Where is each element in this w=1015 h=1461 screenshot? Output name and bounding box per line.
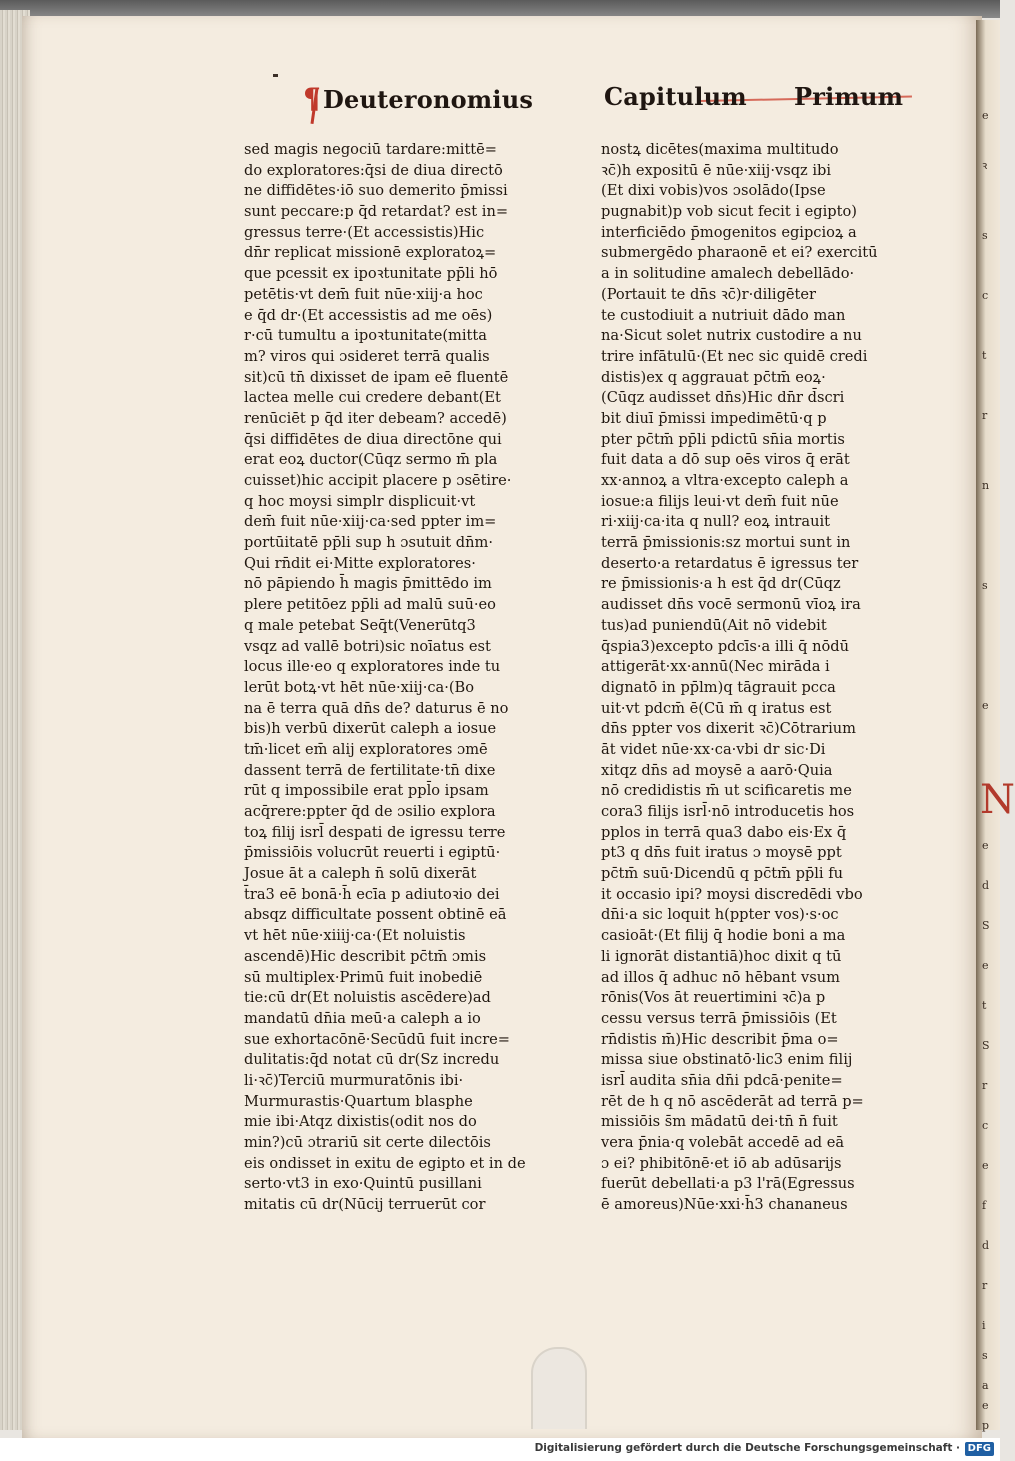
adjacent-page-glyph: n <box>982 479 990 492</box>
right-column-line: ɔ ei? phibitōnē·et iō ab adūsarijs <box>601 1154 842 1172</box>
left-column-line: vt hēt nūe·xiiij·ca·(Et noluistis <box>244 927 466 945</box>
left-column-line: p̄missiōis volucrūt reuerti i egiptū· <box>244 844 501 862</box>
right-column-line: interficiēdo p̄mogenitos egipcioꝝ a <box>601 223 857 241</box>
left-column-line: e q̄d dr·(Et accessistis ad me oēs) <box>244 306 493 324</box>
left-column-line: do exploratores:q̄si de diua directō <box>244 161 503 179</box>
left-column-line: plere petitōez pp̄li ad malū suū·eo <box>244 596 496 614</box>
right-column-line: ad illos q̄ adhuc nō hēbant vsum <box>601 968 841 986</box>
adjacent-page-glyph: c <box>982 1119 989 1132</box>
left-column-line: petētis·vt dem̄ fuit nūe·xiij·a hoc <box>244 285 483 303</box>
adjacent-page-glyph: S <box>982 1039 990 1052</box>
right-column-line: distis)ex q aggrauat pc̄tm̄ eoꝝ· <box>601 368 826 386</box>
adjacent-page-glyph: e <box>982 1399 989 1412</box>
adjacent-page-glyph: f <box>982 1199 987 1212</box>
adjacent-page-glyph: a <box>982 1379 989 1392</box>
right-column-line: submergēdo pharaonē et ei? exercitū <box>601 244 878 262</box>
right-column-line: te custodiuit a nutriuit dādo man <box>601 306 846 324</box>
left-column-line: ascendē)Hic describit pc̄tm̄ ɔmis <box>244 947 487 965</box>
left-column-line: serto·vt3 in exo·Quintū pusillani <box>244 1175 482 1193</box>
right-column-line: pter pc̄tm̄ pp̄li pdictū sn̄ia mortis <box>601 430 845 448</box>
left-column-line: Josue āt a caleph n̄ solū dixerāt <box>244 865 477 883</box>
right-column-line: iosue:a filijs leui·vt dem̄ fuit nūe <box>601 492 839 510</box>
left-column-line: vsqz ad vallē botri)sic noīatus est <box>244 637 491 655</box>
left-column-line: bis)h verbū dixerūt caleph a iosue <box>244 720 497 738</box>
text-column-right <box>601 140 887 1216</box>
right-column-line: missiōis s̄m mādatū dei·tn̄ n̄ fuit <box>601 1113 838 1131</box>
left-column-line: dassent terrā de fertilitate·tn̄ dixe <box>244 761 496 779</box>
left-column-line: m? viros qui ɔsideret terrā qualis <box>244 347 490 365</box>
left-column-line: portūitatē pp̄li sup h ɔsutuit dn̄m· <box>244 534 494 552</box>
left-column-line: mandatū dn̄ia meū·a caleph a io <box>244 1009 481 1027</box>
adjacent-page-glyph: r <box>982 1279 988 1292</box>
left-column-line: rūt q impossibile erat ppl̄o ipsam <box>244 782 489 800</box>
funding-note: Digitalisierung gefördert durch die Deutsche Forschungsgemeinschaft · <box>534 1442 960 1454</box>
left-column-line: toꝝ filij isrl̄ despati de igressu terre <box>244 823 506 841</box>
left-column-line: nō pāpiendo h̄ magis p̄mittēdo im <box>244 575 492 593</box>
adjacent-page-glyph: N <box>980 777 1015 823</box>
adjacent-page-glyph: c <box>982 289 989 302</box>
adjacent-page-fragments <box>978 20 1015 1432</box>
adjacent-page-glyph: d <box>982 1239 990 1252</box>
right-column-line: dn̄i·a sic loquit h(ppter vos)·s·oc <box>601 906 839 924</box>
page-clip-tab <box>531 1347 587 1429</box>
right-column-line: tus)ad puniendū(Ait nō videbit <box>601 616 827 634</box>
right-column-line: q̄spia3)excepto pdcīs·a illi q̄ nōdū <box>601 637 850 655</box>
left-column-line: na ē terra quā dn̄s de? daturus ē no <box>244 699 509 717</box>
right-column-line: casioāt·(Et filij q̄ hodie boni a ma <box>601 927 846 945</box>
left-column-line: q̄si diffidētes de diua directōne qui <box>244 430 502 448</box>
adjacent-page-glyph: t <box>982 349 987 362</box>
right-column-line: pt3 q dn̄s fuit iratus ɔ moysē ppt <box>601 844 842 862</box>
left-column-line: erat eoꝝ ductor(Cūqz sermo m̄ pla <box>244 451 498 469</box>
left-column-line: sit)cū tn̄ dixisset de ipam eē fluentē <box>244 368 509 386</box>
adjacent-page-glyph: e <box>982 699 989 712</box>
left-column-line: dulitatis:q̄d notat cū dr(Sz incredu <box>244 1051 500 1069</box>
right-column-line: audisset dn̄s vocē sermonū vīoꝝ ira <box>601 596 861 614</box>
right-column-line: rōnis(Vos āt reuertimini ꝛc̄)a p <box>601 989 826 1007</box>
running-head-book: Deuteronomius <box>323 85 534 114</box>
left-column-line: t̄ra3 eē bonā·h̄ ecīa p adiutoꝛio dei <box>244 885 500 903</box>
right-column-line: rn̄distis m̄)Hic describit p̄ma o= <box>601 1030 839 1048</box>
left-column-line: q male petebat Seq̄t(Venerūtq3 <box>244 616 476 634</box>
left-column-line: cuisset)hic accipit placere p ɔsētire· <box>244 472 512 489</box>
right-column-line: pplos in terrā qua3 dabo eis·Ex q̄ <box>601 823 847 841</box>
left-column-line: absqz difficultate possent obtinē eā <box>244 906 507 924</box>
left-column-line: dn̄r replicat missionē exploratoꝝ= <box>244 244 497 262</box>
right-column-line: it occasio ipi? moysi discredēdi vbo <box>601 885 863 903</box>
right-column-line: attigerāt·xx·annū(Nec mirāda i <box>601 658 830 676</box>
right-column-line: a in solitudine amalech debellādo· <box>601 265 855 283</box>
right-column-line: (Portauit te dn̄s ꝛc̄)r·diligēter <box>601 285 817 303</box>
right-column-line: nostꝝ dicētes(maxima multitudo <box>601 141 839 158</box>
right-column-line: ē amoreus)Nūe·xxi·h̄3 chananeus <box>601 1196 848 1214</box>
right-column-line: xitqz dn̄s ad moysē a aarō·Quia <box>601 761 833 779</box>
adjacent-page-glyph: s <box>982 229 988 242</box>
right-column-line: nō credidistis m̄ ut scificaretis me <box>601 782 852 800</box>
adjacent-page-glyph: r <box>982 1079 988 1092</box>
left-column-line: acq̄rere:ppter q̄d de ɔsilio explora <box>244 803 496 820</box>
running-head-center: Capitulum <box>604 82 747 111</box>
text-column-left <box>244 140 530 1216</box>
left-column-line: mie ibi·Atqz dixistis(odit nos do <box>244 1113 477 1131</box>
left-column-line: tie:cū dr(Et noluistis ascēdere)ad <box>244 989 491 1007</box>
right-column-line: na·Sicut solet nutrix custodire a nu <box>601 327 862 345</box>
left-column-line: lerūt botꝝ·vt hēt nūe·xiij·ca·(Bo <box>244 678 475 696</box>
adjacent-page-glyph: e <box>982 959 989 972</box>
adjacent-page-glyph: e <box>982 109 989 122</box>
left-column-line: sū multiplex·Primū fuit inobediē <box>244 968 483 986</box>
left-column-line: Qui rn̄dit ei·Mitte exploratores· <box>244 554 476 572</box>
left-column-line: locus ille·eo q exploratores inde tu <box>244 658 501 676</box>
adjacent-page-glyph: e <box>982 1159 989 1172</box>
adjacent-page-edge <box>976 20 1015 1432</box>
dfg-logo: DFG <box>965 1442 994 1456</box>
right-column-line: dignatō in pp̄lm)q tāgrauit pcca <box>601 678 836 696</box>
right-column-line: li ignorāt distantiā)hoc dixit q tū <box>601 947 842 965</box>
right-column-line: dn̄s ppter vos dixerit ꝛc̄)Cōtrarium <box>601 720 857 738</box>
right-column-line: fuit data a dō sup oēs viros q̄ erāt <box>601 451 850 469</box>
left-column-line: sunt peccare:p q̄d retardat? est in= <box>244 203 509 221</box>
adjacent-page-glyph: S <box>982 919 990 932</box>
left-column-line: mitatis cū dr(Nūcij terruerūt cor <box>244 1196 486 1214</box>
right-column-line: (Et dixi vobis)vos ɔsolādo(Ipse <box>601 182 826 200</box>
adjacent-page-glyph: s <box>982 1349 988 1362</box>
running-head-left <box>303 82 533 115</box>
ink-mark <box>273 74 278 77</box>
right-column-line: trire infātulū·(Et nec sic quidē credi <box>601 347 868 365</box>
right-column-line: terrā p̄missionis:sz mortui sunt in <box>601 534 851 552</box>
left-column-line: tm̄·licet em̄ alij exploratores ɔmē <box>244 740 488 758</box>
right-column-line: re p̄missionis·a h est q̄d dr(Cūqz <box>601 575 841 593</box>
adjacent-page-glyph: r <box>982 409 988 422</box>
left-column-line: que pcessit ex ipoꝛtunitate pp̄li hō <box>244 265 498 283</box>
left-column-line: min?)cū ɔtrariū sit certe dilectōis <box>244 1134 491 1151</box>
right-column-line: āt videt nūe·xx·ca·vbi dr sic·Di <box>601 740 826 758</box>
left-column-line: r·cū tumultu a ipoꝛtunitate(mitta <box>244 327 487 345</box>
left-column-line: lactea melle cui credere debant(Et <box>244 389 501 407</box>
left-column-line: ne diffidētes·iō suo demerito p̄missi <box>244 182 508 200</box>
left-column-line: q hoc moysi simplr displicuit·vt <box>244 492 476 510</box>
right-column-line: isrl̄ audita sn̄ia dn̄i pdcā·penite= <box>601 1071 843 1089</box>
right-column-line: pc̄tm̄ suū·Dicendū q pc̄tm̄ pp̄li fu <box>601 865 844 883</box>
right-column-line: bit diuī p̄missi impedimētū·q p <box>601 409 827 427</box>
adjacent-page-glyph: i <box>982 1319 986 1332</box>
right-column-line: vera p̄nia·q volebāt accedē ad eā <box>601 1134 845 1151</box>
left-column-line: renūciēt p q̄d iter debeam? accedē) <box>244 409 507 427</box>
adjacent-page-glyph: p <box>982 1419 990 1432</box>
right-column-line: cessu versus terrā p̄missiōis (Et <box>601 1009 837 1027</box>
right-column-line: ri·xiij·ca·ita q null? eoꝝ intrauit <box>601 513 831 531</box>
left-column-line: li·ꝛc̄)Terciū murmuratōnis ibi· <box>244 1071 464 1089</box>
right-column-line: fuerūt debellati·a p3 l'rā(Egressus <box>601 1175 855 1193</box>
left-column-line: Murmurastis·Quartum blasphe <box>244 1092 473 1110</box>
right-column-line: xx·annoꝝ a vltra·excepto caleph a <box>601 472 849 489</box>
right-column-line: missa siue obstinatō·lic3 enim filij <box>601 1051 853 1069</box>
right-column-line: cora3 filijs isrl̄·nō introducetis hos <box>601 803 855 820</box>
left-column-line: sue exhortacōnē·Secūdū fuit incre= <box>244 1030 511 1048</box>
adjacent-page-glyph: ꝛ <box>982 159 988 172</box>
left-column-line: dem̄ fuit nūe·xiij·ca·sed ppter im= <box>244 513 497 531</box>
adjacent-page-glyph: t <box>982 999 987 1012</box>
right-column-line: pugnabit)p vob sicut fecit i egipto) <box>601 203 857 221</box>
right-column-line: rēt de h q nō ascēderāt ad terrā p= <box>601 1092 864 1110</box>
right-column-line: ꝛc̄)h expositū ē nūe·xiij·vsqz ibi <box>601 161 832 179</box>
left-column-line: gressus terre·(Et accessistis)Hic <box>244 223 485 241</box>
right-column-line: uit·vt pdcm̄ ē(Cū m̄ q iratus est <box>601 699 832 717</box>
paragraph-mark: ¶ <box>303 82 322 115</box>
footer-bar <box>0 1438 1000 1461</box>
left-column-line: eis ondisset in exitu de egipto et in de <box>244 1154 526 1172</box>
right-column-line: deserto·a retardatus ē igressus ter <box>601 554 859 572</box>
left-column-line: sed magis negociū tardare:mittē= <box>244 141 498 158</box>
adjacent-page-glyph: d <box>982 879 990 892</box>
right-column-line: (Cūqz audisset dn̄s)Hic dn̄r d̄scri <box>601 389 845 407</box>
adjacent-page-glyph: e <box>982 839 989 852</box>
running-head-right: Primum <box>794 82 904 111</box>
adjacent-page-glyph: s <box>982 579 988 592</box>
